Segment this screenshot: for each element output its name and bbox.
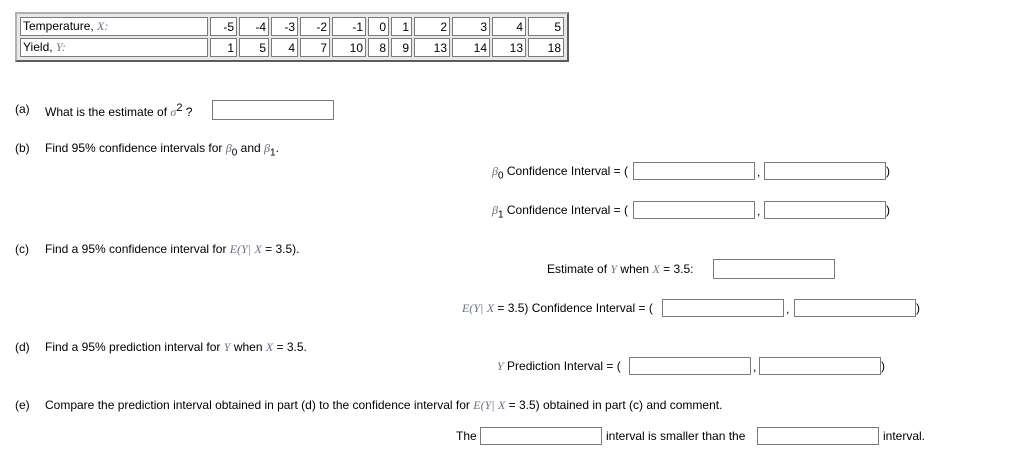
the-label: The [456, 429, 477, 443]
y-cell: 18 [528, 38, 564, 57]
part-c-question: Find a 95% confidence interval for E(Y| X = 3.5). [45, 242, 300, 256]
part-a-question: What is the estimate of $\sigma^2$ ? [45, 102, 193, 119]
part-a-tag: (a) [15, 102, 30, 116]
x-cell: -2 [300, 17, 330, 36]
y-cell: 1 [210, 38, 237, 57]
comma: , [757, 165, 761, 179]
prediction-interval-label: Y Prediction Interval = ( [497, 359, 621, 373]
prediction-upper-input[interactable] [759, 357, 881, 375]
beta1-ci-label: $\beta_1$ Confidence Interval = ( [492, 203, 628, 221]
close-paren: ) [886, 203, 890, 217]
table-row-yield [20, 38, 564, 57]
table-row-temperature [20, 17, 564, 36]
smaller-interval-input[interactable] [480, 427, 602, 445]
x-cell: -4 [239, 17, 269, 36]
part-d-question: Find a 95% prediction interval for Y when X = 3.5. [45, 340, 307, 354]
comma: , [786, 302, 790, 316]
beta0-ci-upper-input[interactable] [764, 162, 886, 180]
temperature-label: Temperature, X: [20, 17, 208, 36]
prediction-lower-input[interactable] [629, 357, 751, 375]
y-cell: 13 [414, 38, 450, 57]
y-cell: 9 [391, 38, 412, 57]
comma: , [757, 204, 761, 218]
x-cell: 2 [414, 17, 450, 36]
mean-ci-lower-input[interactable] [662, 299, 784, 317]
beta0-ci-lower-input[interactable] [633, 162, 755, 180]
y-cell: 14 [452, 38, 490, 57]
y-cell: 7 [300, 38, 330, 57]
part-d-tag: (d) [15, 340, 30, 354]
x-cell: 0 [368, 17, 389, 36]
x-cell: -1 [332, 17, 366, 36]
beta1-ci-lower-input[interactable] [633, 201, 755, 219]
interval-end-label: interval. [883, 429, 926, 443]
x-cell: 3 [452, 17, 490, 36]
estimate-y-input[interactable] [713, 259, 835, 279]
estimate-label: Estimate of Y when X = 3.5: [547, 262, 694, 276]
close-paren: ) [881, 359, 885, 373]
larger-interval-input[interactable] [757, 427, 879, 445]
x-cell: 5 [528, 17, 564, 36]
smaller-than-label: interval is smaller than the [606, 429, 746, 443]
y-cell: 13 [492, 38, 526, 57]
x-cell: 4 [492, 17, 526, 36]
y-cell: 4 [271, 38, 298, 57]
part-b-tag: (b) [15, 141, 30, 155]
part-e-tag: (e) [15, 398, 30, 412]
sigma-squared-input[interactable] [212, 100, 334, 120]
data-table [15, 12, 569, 62]
close-paren: ) [886, 164, 890, 178]
part-e-question: Compare the prediction interval obtained in part (d) to the confidence interval for E(Y| X = 3.5) obtained in part (c) and comment. [45, 398, 723, 412]
beta0-ci-label: $\beta_0$ Confidence Interval = ( [492, 164, 628, 182]
x-cell: -3 [271, 17, 298, 36]
x-cell: 1 [391, 17, 412, 36]
part-c-tag: (c) [15, 242, 29, 256]
beta1-ci-upper-input[interactable] [764, 201, 886, 219]
y-cell: 8 [368, 38, 389, 57]
y-cell: 10 [332, 38, 366, 57]
comma: , [753, 360, 757, 374]
yield-label: Yield, Y: [20, 38, 208, 57]
mean-ci-upper-input[interactable] [794, 299, 916, 317]
mean-ci-label: E(Y| X = 3.5) Confidence Interval = ( [462, 301, 653, 315]
y-cell: 5 [239, 38, 269, 57]
close-paren: ) [916, 301, 920, 315]
part-b-question: Find 95% confidence intervals for $\beta_0$ and $\beta_1$. [45, 141, 279, 159]
x-cell: -5 [210, 17, 237, 36]
